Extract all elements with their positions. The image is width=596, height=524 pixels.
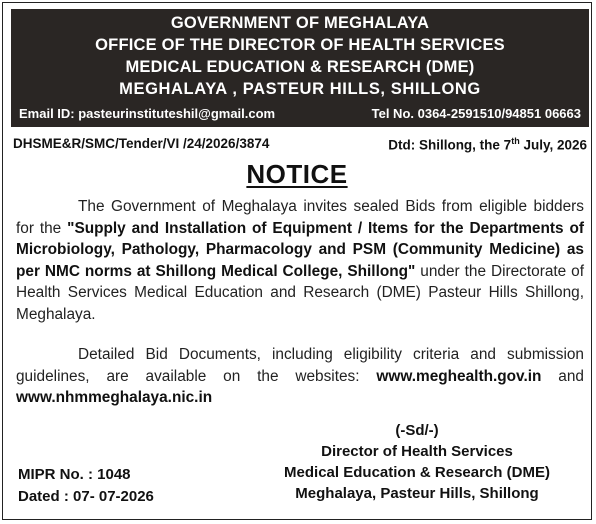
header-department: MEDICAL EDUCATION & RESEARCH (DME) <box>125 58 475 76</box>
letterhead-header <box>11 9 589 127</box>
reference-date <box>388 136 587 153</box>
date-prefix: Dtd: Shillong, the 7 <box>388 137 512 153</box>
header-government: GOVERNMENT OF MEGHALAYA <box>170 14 430 32</box>
signature-address: Meghalaya, Pasteur Hills, Shillong <box>295 485 539 502</box>
mipr-number: MIPR No. : 1048 <box>18 466 131 483</box>
signature-block <box>257 420 577 504</box>
paragraph1-intro: The Government of Meghalaya invites sealed Bids from eligible bidders for the <box>16 198 584 237</box>
notice-paragraph-1 <box>16 196 584 326</box>
website-link-2[interactable]: www.nhmmeghalaya.nic.in <box>16 389 213 407</box>
signature-department: Medical Education & Research (DME) <box>284 464 550 481</box>
mipr-block <box>18 464 154 507</box>
paragraph1-outro: under the Directorate of Health Services Medical Education and Research (DME) Pasteur Hills Shillong, Meghalaya. <box>16 262 585 323</box>
signature-sd: (-Sd/-) <box>395 422 439 439</box>
paragraph2-joiner: and <box>541 367 584 385</box>
signature-title: Director of Health Services <box>321 443 513 460</box>
date-superscript: th <box>511 136 520 146</box>
paragraph2-intro: Detailed Bid Documents, including eligibility criteria and submission guidelines, are available on the websites: <box>16 346 584 385</box>
reference-number: DHSME&R/SMC/Tender/VI /24/2026/3874 <box>13 136 270 151</box>
tender-subject: "Supply and Installation of Equipment / Items for the Departments of Microbiology, Pathology, Pharmacology and PSM (Community Medicine) as per NMC norms at Shillong Medical College, Shillong" <box>16 219 584 280</box>
header-address: MEGHALAYA , PASTEUR HILLS, SHILLONG <box>119 80 481 98</box>
notice-paragraph-2 <box>16 344 584 409</box>
header-office: OFFICE OF THE DIRECTOR OF HEALTH SERVICES <box>95 36 505 54</box>
website-link-1[interactable]: www.meghealth.gov.in <box>376 367 542 385</box>
mipr-dated: Dated : 07- 07-2026 <box>18 487 154 505</box>
header-telephone: Tel No. 0364-2591510/94851 06663 <box>371 106 581 121</box>
notice-document <box>2 2 592 520</box>
notice-title: NOTICE <box>246 159 348 189</box>
date-suffix: July, 2026 <box>519 137 587 153</box>
header-email: Email ID: pasteurinstituteshil@gmail.com <box>19 106 276 121</box>
